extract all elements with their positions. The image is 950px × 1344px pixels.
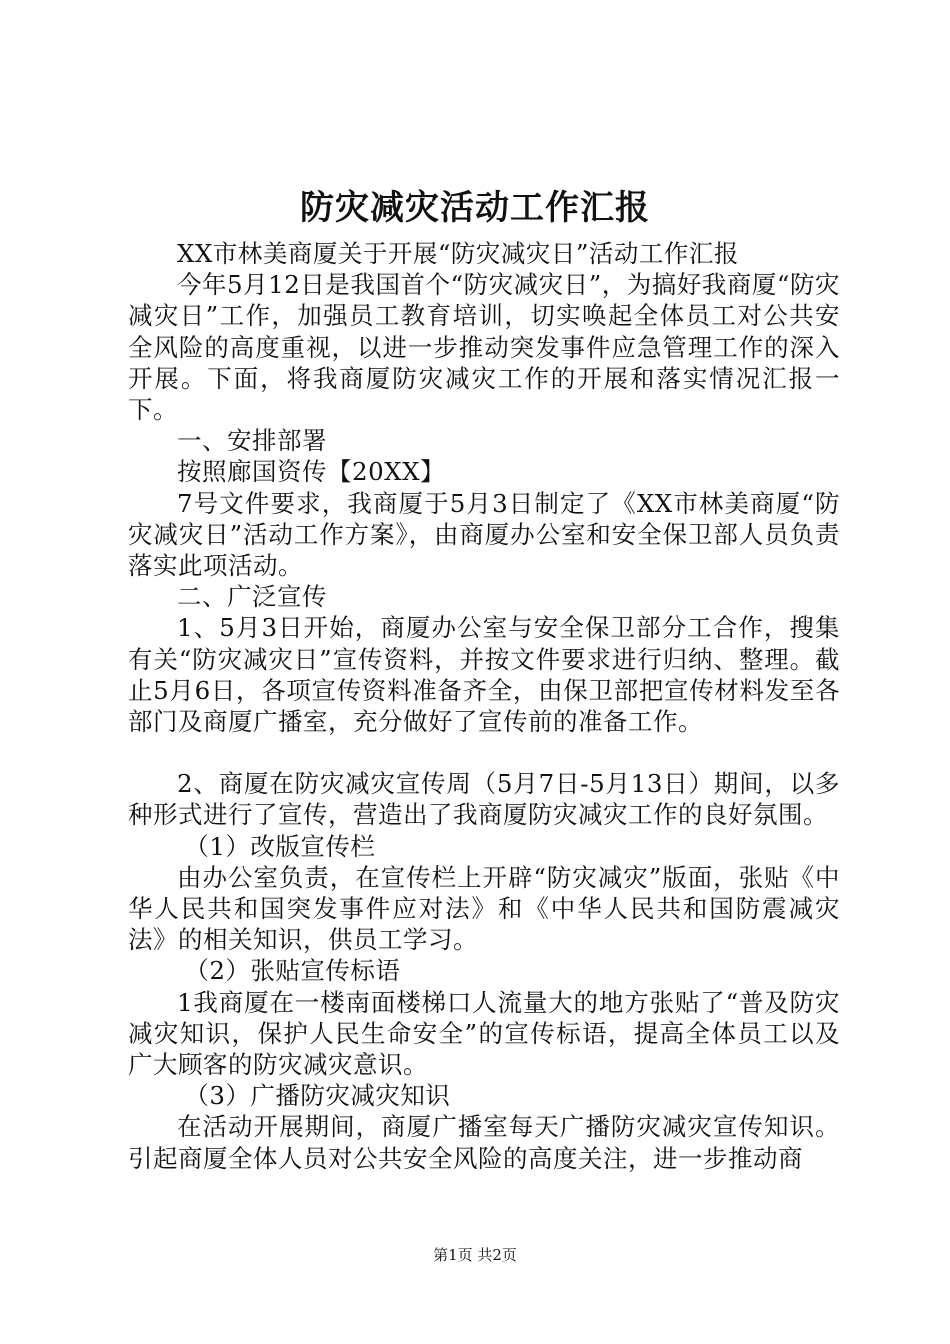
paragraph-gap	[128, 737, 840, 768]
page-footer: 第1页 共2页	[433, 1246, 517, 1264]
subheading-broadcast: （3）广播防灾减灾知识	[184, 1081, 451, 1111]
subheading-slogans: （2）张贴宣传标语	[184, 956, 401, 986]
document-title: 防灾减灾活动工作汇报	[300, 188, 650, 228]
paragraph-bulletin-board: 由办公室负责，在宣传栏上开辟“防灾减灾”版面，张贴《中华人民共和国突发事件应对法》和《中华人民共和国防震减灾法》的相关知识，供员工学习。	[128, 862, 840, 955]
paragraph-slogans: 1我商厦在一楼南面楼梯口人流量大的地方张贴了“普及防灾减灾知识，保护人民生命安全”的宣传标语，提高全体员工以及广大顾客的防灾减灾意识。	[128, 987, 840, 1080]
paragraph-broadcast: 在活动开展期间，商厦广播室每天广播防灾减灾宣传知识。引起商厦全体人员对公共安全风险的高度关注，进一步推动商	[128, 1112, 840, 1173]
section-heading-arrangement: 一、安排部署	[177, 426, 327, 456]
subheading-bulletin-board: （1）改版宣传栏	[184, 831, 376, 861]
report-heading: XX市林美商厦关于开展“防灾减灾日”活动工作汇报	[177, 239, 739, 268]
paragraph-publicity-week: 2、商厦在防灾减灾宣传周（5月7日-5月13日）期间，以多种形式进行了宣传，营造出了我商厦防灾减灾工作的良好氛围。	[128, 769, 840, 830]
section-heading-publicity: 二、广泛宣传	[177, 582, 327, 612]
intro-paragraph: 今年5月12日是我国首个“防灾减灾日”，为搞好我商厦“防灾减灾日”工作，加强员工教育培训，切实唤起全体员工对公共安全风险的高度重视，以进一步推动突发事件应急管理工作的深入开展。下面，将我商厦防灾减灾工作的开展和落实情况汇报一下。	[128, 270, 840, 425]
paragraph-document-reference: 按照廊国资传【20XX】	[177, 457, 446, 487]
paragraph-preparation: 1、5月3日开始，商厦办公室与安全保卫部分工合作，搜集有关“防灾减灾日”宣传资料，并按文件要求进行归纳、整理。截止5月6日，各项宣传资料准备齐全，由保卫部把宣传材料发至各部门及商厦广播室，充分做好了宣传前的准备工作。	[128, 613, 840, 737]
paragraph-plan: 7号文件要求，我商厦于5月3日制定了《XX市林美商厦“防灾减灾日”活动工作方案》，由商厦办公室和安全保卫部人员负责落实此项活动。	[128, 488, 840, 581]
document-body	[128, 238, 840, 1174]
